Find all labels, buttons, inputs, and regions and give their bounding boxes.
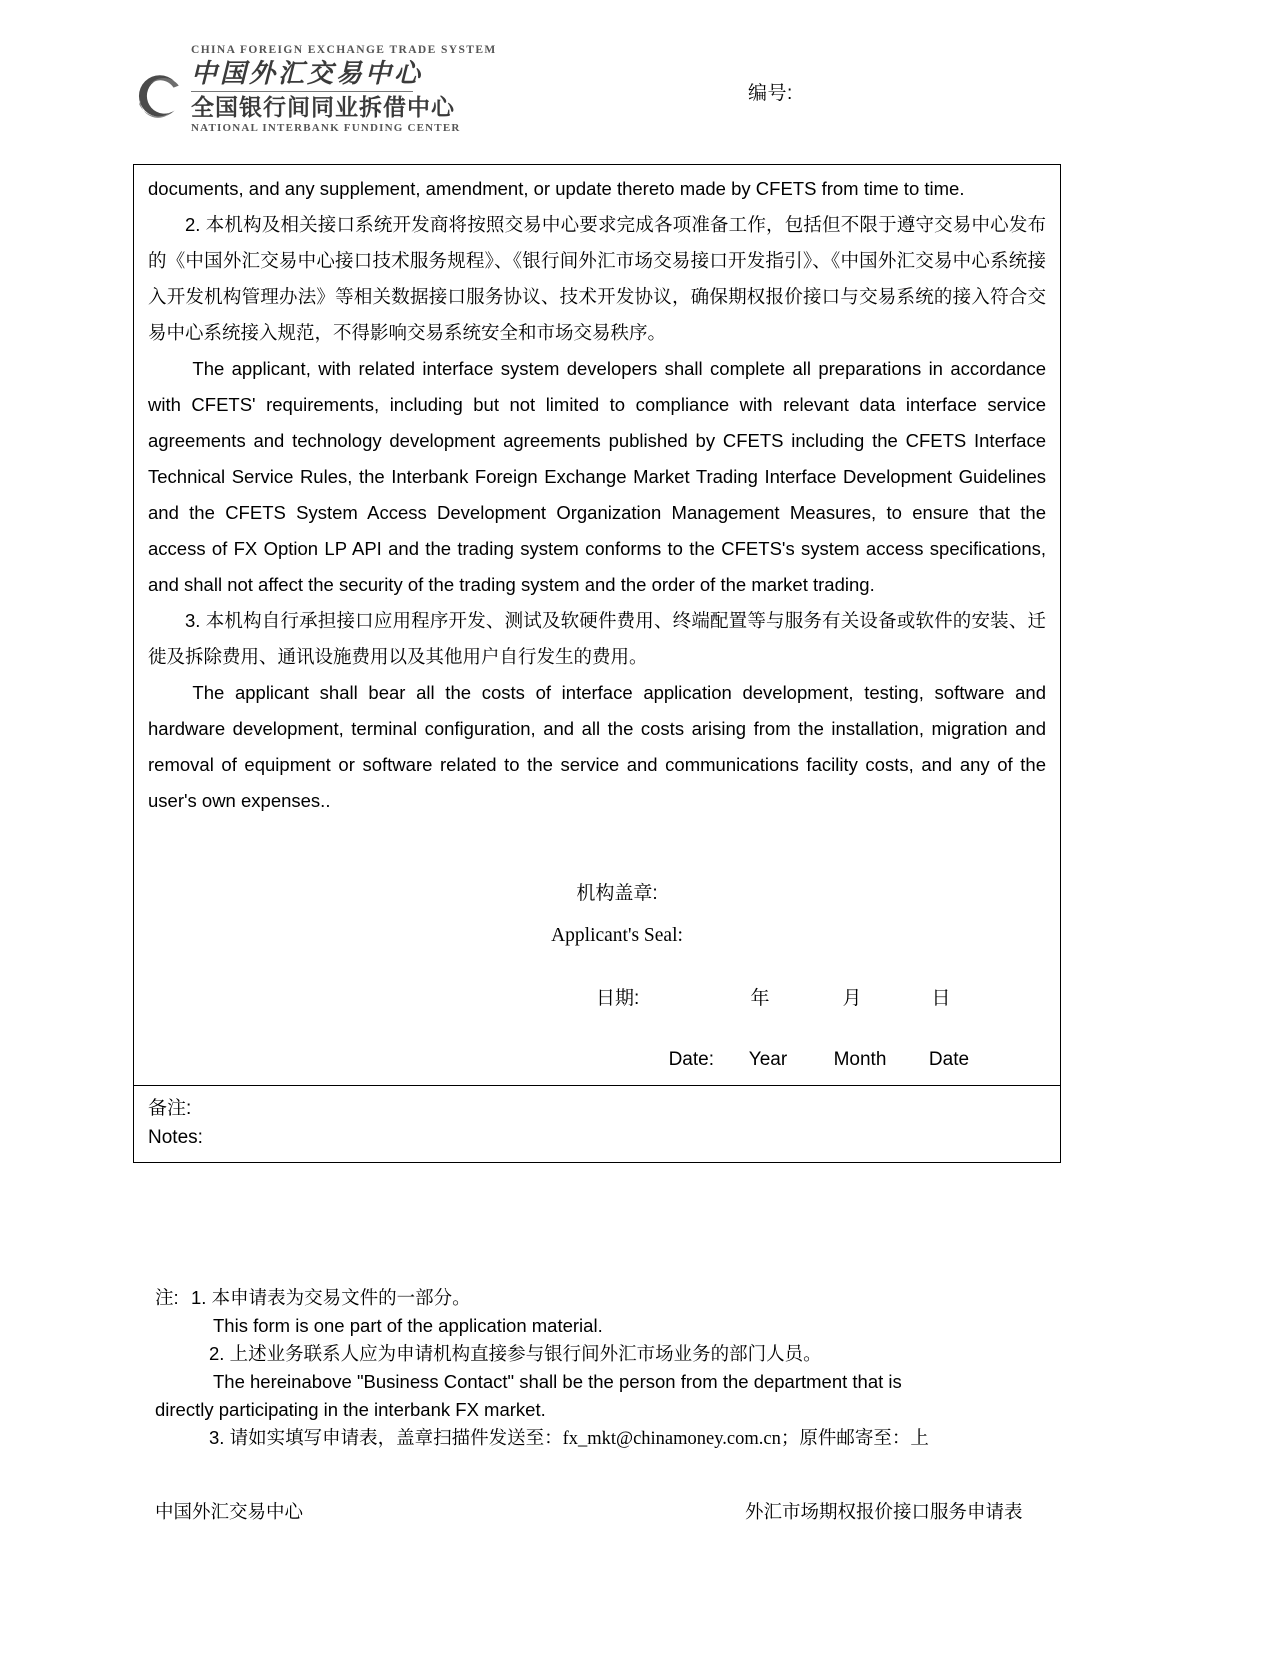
notes-field[interactable] — [134, 1086, 1060, 1162]
date-year-chinese: 年 — [750, 988, 770, 1009]
footnote-2-number: 2. — [209, 1343, 225, 1364]
footnote-1-number: 1. — [191, 1287, 207, 1308]
page-footer — [0, 1498, 1280, 1528]
date-month-chinese: 月 — [842, 988, 862, 1009]
form-body-content — [134, 165, 1060, 1085]
cfets-logo-text — [191, 44, 497, 135]
form-body-box — [133, 164, 1061, 1163]
footnote-2-chinese-text: 上述业务联系人应为申请机构直接参与银行间外汇市场业务的部门人员。 — [229, 1343, 822, 1364]
clause-2-chinese: 2. 本机构及相关接口系统开发商将按照交易中心要求完成各项准备工作，包括但不限于遵守交易中心发布的《中国外汇交易中心接口技术服务规程》、《银行间外汇市场交易接口开发指引》、《中国外汇交易中心系统接入开发机构管理办法》等相关数据接口服务协议、技术开发协议，确保期权报价接口与交易系统的接入符合交易中心系统接入规范，不得影响交易系统安全和市场交易秩序。 — [148, 214, 1046, 343]
page-header — [0, 34, 1280, 144]
footnotes-section — [133, 1284, 1063, 1453]
seal-label-english: Applicant's Seal: — [551, 925, 683, 946]
date-month-english: Month — [833, 1049, 887, 1070]
footnote-1-chinese-text: 本申请表为交易文件的一部分。 — [211, 1287, 471, 1308]
footnote-2-english-line2: directly participating in the interbank FX market. — [155, 1399, 546, 1420]
clause-3-english: The applicant shall bear all the costs of interface application development, testing, software and hardware development, terminal configuration, and all the costs arising from the installation, migration and removal of equipment or software related to the service and communications facility costs, and any of the user's own expenses.. — [148, 682, 1046, 811]
date-label-english: Date: — [668, 1049, 714, 1070]
notes-label-english: Notes: — [148, 1127, 203, 1148]
date-year-english: Year — [748, 1049, 788, 1070]
date-row-chinese — [148, 983, 1046, 1014]
date-row-spacer — [148, 983, 596, 1014]
date-label-chinese: 日期: — [596, 988, 640, 1009]
logo-divider — [191, 91, 413, 92]
footnote-row-1 — [133, 1284, 1063, 1312]
logo-line-cn-bottom: 全国银行间同业拆借中心 — [191, 94, 455, 120]
footnote-1-chinese — [191, 1284, 1063, 1312]
footnote-3-chinese — [133, 1424, 1063, 1453]
date-day-english: Date — [928, 1049, 970, 1070]
logo-line-cn-top: 中国外汇交易中心 — [191, 58, 424, 88]
footnote-3-chinese-text-part2: ；原件邮寄至：上 — [780, 1427, 929, 1448]
footer-form-title: 外汇市场期权报价接口服务申请表 — [745, 1501, 1023, 1522]
date-row-spacer-en — [148, 1044, 596, 1075]
footnote-1-english: This form is one part of the application material. — [213, 1315, 603, 1336]
cfets-logo-icon — [133, 70, 185, 122]
logo-line-en-top: CHINA FOREIGN EXCHANGE TRADE SYSTEM — [191, 44, 497, 56]
notes-label-chinese: 备注: — [148, 1098, 192, 1119]
clause-2-english: The applicant, with related interface system developers shall complete all preparations in accordance with CFETS' requirements, including but not limited to compliance with relevant data interface service agreements and technology development agreements published by CFETS including the CFETS Interface Technical Service Rules, the Interbank Foreign Exchange Market Trading Interface Development Guidelines and the CFETS System Access Development Organization Management Measures, to ensure that the access of FX Option LP API and the trading system conforms to the CFETS's system access specifications, and shall not affect the security of the trading system and the order of the market trading. — [148, 358, 1046, 595]
footnote-3-email[interactable]: fx_mkt@chinamoney.com.cn — [562, 1429, 781, 1449]
footnotes-tag: 注: — [155, 1287, 179, 1308]
seal-label-chinese: 机构盖章: — [576, 883, 658, 904]
document-number-label: 编号: — [748, 83, 793, 104]
footer-organization: 中国外汇交易中心 — [155, 1501, 304, 1522]
date-day-chinese: 日 — [931, 988, 951, 1009]
footnote-2-english-line1: The hereinabove "Business Contact" shall be the person from the department that is — [213, 1371, 902, 1392]
footnote-2-chinese — [133, 1340, 1063, 1368]
footnote-3-chinese-text-part1: 请如实填写申请表，盖章扫描件发送至： — [229, 1427, 563, 1448]
paragraph-continued-en: documents, and any supplement, amendment, or update thereto made by CFETS from time to time. — [148, 178, 965, 199]
logo-line-en-bottom: NATIONAL INTERBANK FUNDING CENTER — [191, 122, 461, 135]
seal-section — [148, 877, 1046, 1079]
date-row-english — [148, 1044, 1046, 1075]
footnote-3-number: 3. — [209, 1427, 225, 1448]
cfets-logo — [133, 44, 497, 135]
clause-3-chinese: 3. 本机构自行承担接口应用程序开发、测试及软硬件费用、终端配置等与服务有关设备或软件的安装、迁徙及拆除费用、通讯设施费用以及其他用户自行发生的费用。 — [148, 610, 1046, 667]
